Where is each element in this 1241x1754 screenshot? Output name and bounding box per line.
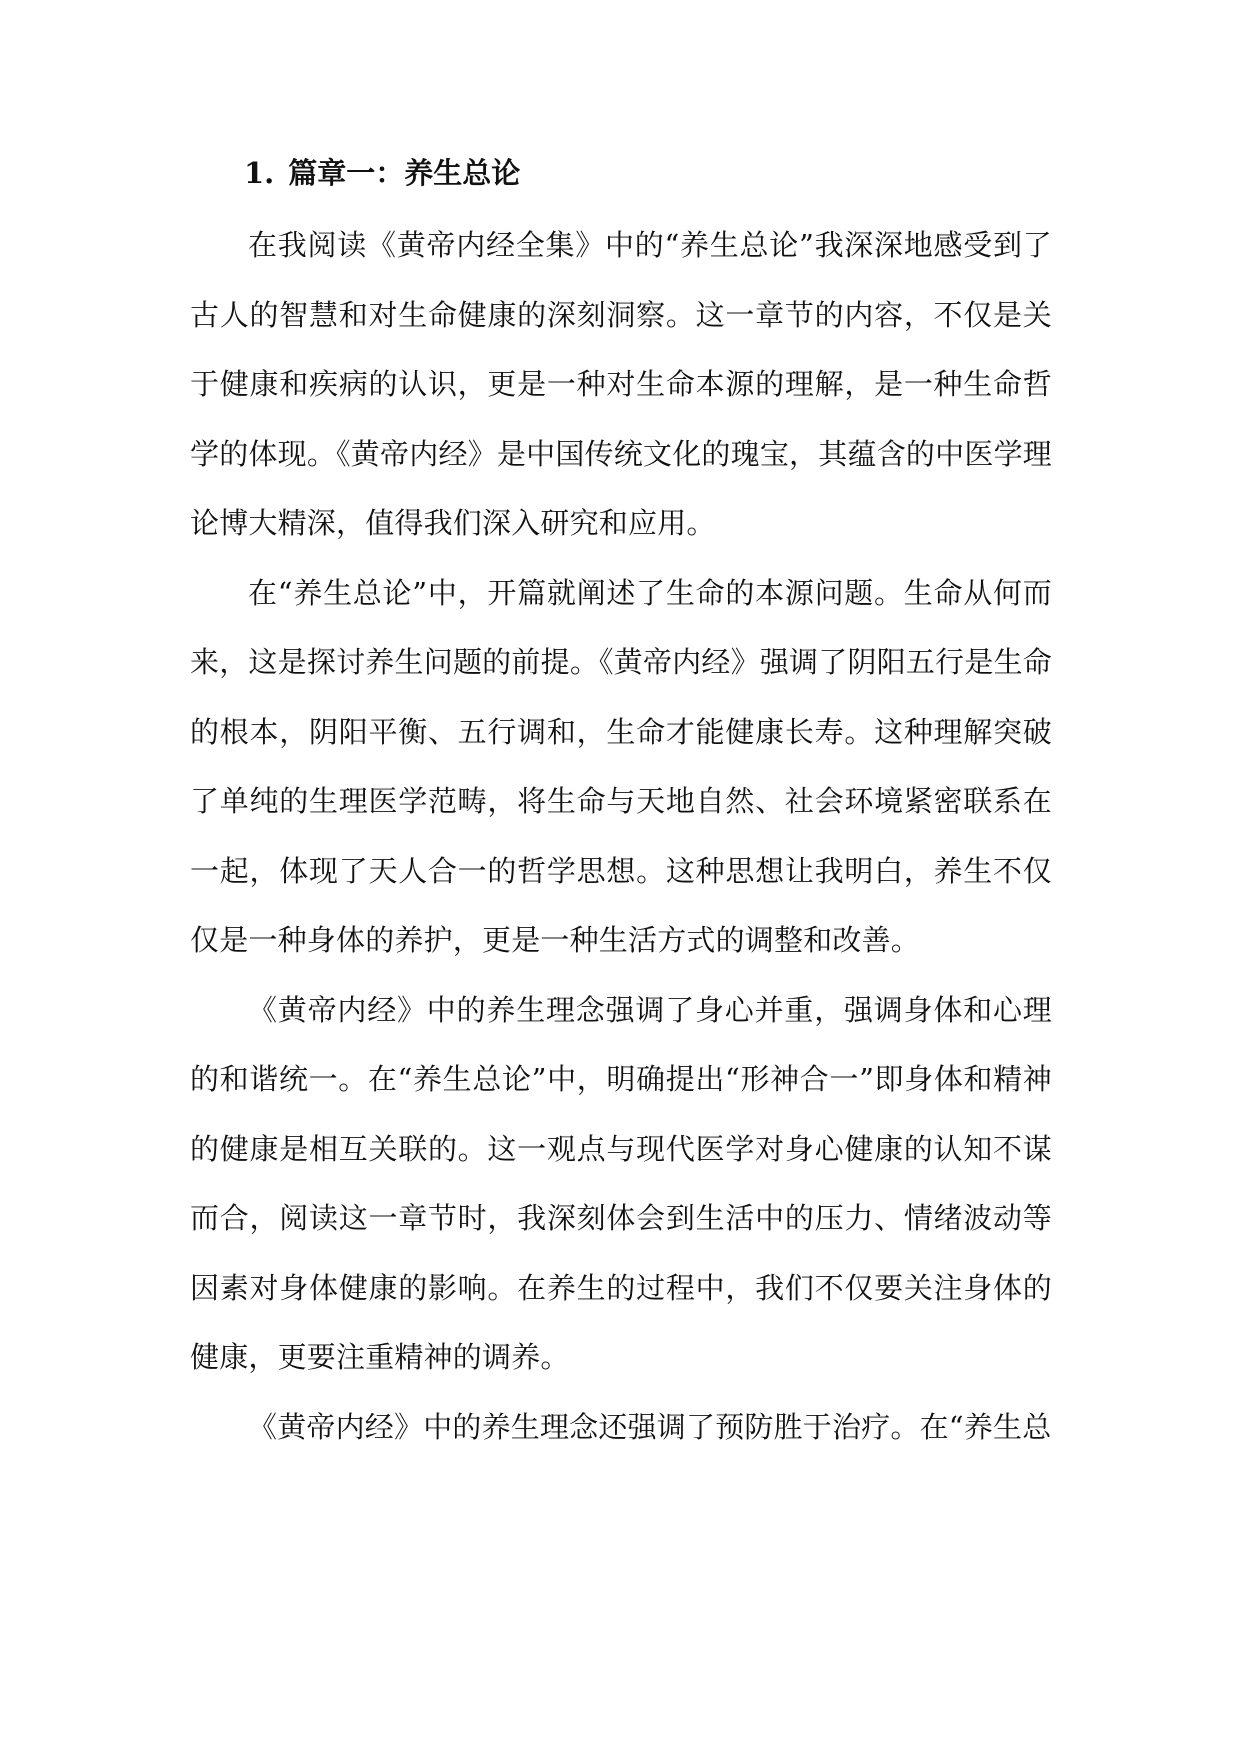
section-number: 1.: [244, 156, 275, 190]
paragraph-3: 《黄帝内经》中的养生理念强调了身心并重，强调身体和心理的和谐统一。在“养生总论”中，明确提出“形神合一”即身体和精神的健康是相互关联的。这一观点与现代医学对身心健康的认知不谋而合，阅读这一章节时，我深刻体会到生活中的压力、情绪波动等因素对身体健康的影响。在养生的过程中，我们不仅要关注身体的健康，更要注重精神的调养。: [190, 992, 1052, 1374]
section-title: 篇章一：养生总论: [288, 156, 521, 190]
section-heading: [244, 145, 1052, 211]
paragraph-2: 在“养生总论”中，开篇就阐述了生命的本源问题。生命从何而来，这是探讨养生问题的前提。《黄帝内经》强调了阴阳五行是生命的根本，阴阳平衡、五行调和，生命才能健康长寿。这种理解突破了单纯的生理医学范畴，将生命与天地自然、社会环境紧密联系在一起，体现了天人合一的哲学思想。这种思想让我明白，养生不仅仅是一种身体的养护，更是一种生活方式的调整和改善。: [190, 575, 1052, 957]
paragraph-1: 在我阅读《黄帝内经全集》中的“养生总论”我深深地感受到了古人的智慧和对生命健康的深刻洞察。这一章节的内容，不仅是关于健康和疾病的认识，更是一种对生命本源的理解，是一种生命哲学的体现。《黄帝内经》是中国传统文化的瑰宝，其蕴含的中医学理论博大精深，值得我们深入研究和应用。: [190, 228, 1052, 540]
document-body: [190, 145, 1052, 1462]
paragraph-4: 《黄帝内经》中的养生理念还强调了预防胜于治疗。在“养生总: [248, 1409, 1052, 1444]
